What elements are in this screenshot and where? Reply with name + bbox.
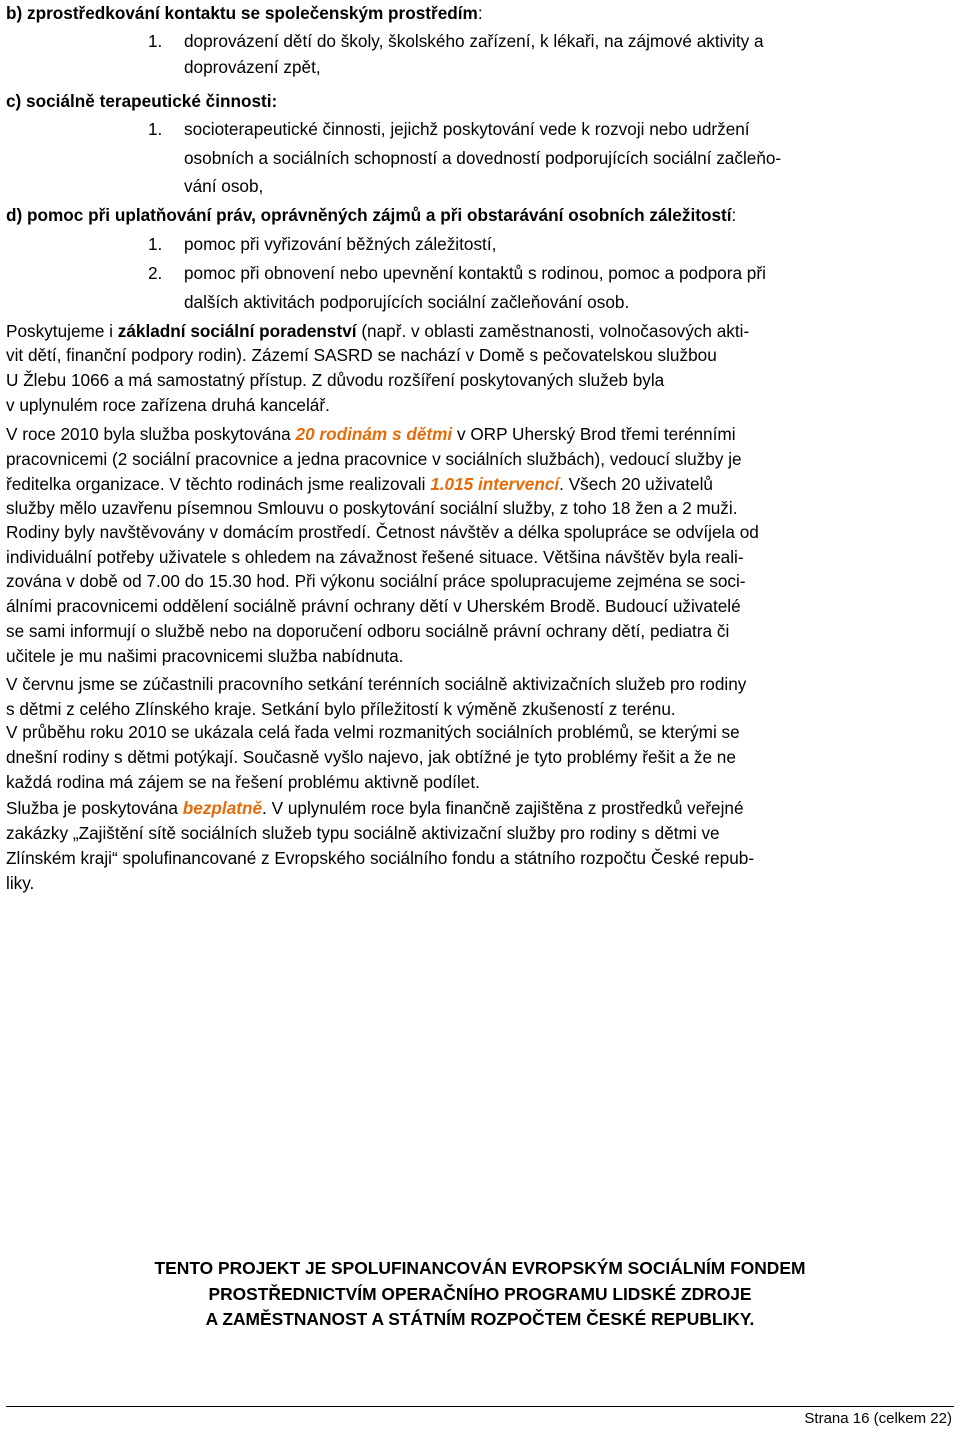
paragraph-services-line: v uplynulém roce zařízena druhá kancelář. xyxy=(6,395,330,415)
highlight-families: 20 rodinám s dětmi xyxy=(295,424,453,444)
section-d-heading: d) pomoc při uplatňování práv, oprávněných zájmů a při obstarávání osobních záležitostí: xyxy=(6,205,737,225)
list-item-b1-cont: doprovázení zpět, xyxy=(184,57,321,77)
paragraph-services-line: U Žlebu 1066 a má samostatný přístup. Z důvodu rozšíření poskytovaných služeb byla xyxy=(6,370,665,390)
list-item-c1: 1. socioterapeutické činnosti, jejichž poskytování vede k rozvoji nebo udržení xyxy=(148,119,750,139)
paragraph-meeting-line: V červnu jsme se zúčastnili pracovního setkání terénních sociálně aktivizačních služeb pro rodiny xyxy=(6,674,747,694)
paragraph-stats-line: álními pracovnicemi oddělení sociálně právní ochrany dětí v Uherském Brodě. Budoucí uživatelé xyxy=(6,596,741,616)
highlight-free: bezplatně xyxy=(182,798,263,818)
highlight-interventions: 1.015 intervencí xyxy=(430,474,560,494)
list-item-d2: 2. pomoc při obnovení nebo upevnění kontaktů s rodinou, pomoc a podpora při xyxy=(148,263,766,283)
paragraph-stats-line: Rodiny byly navštěvovány v domácím prostředí. Četnost návštěv a délka spolupráce se odvíjela od xyxy=(6,522,759,542)
footer-divider xyxy=(6,1406,954,1407)
list-item-b1: 1. doprovázení dětí do školy, školského zařízení, k lékaři, na zájmové aktivity a xyxy=(148,31,764,51)
paragraph-stats-line: služby mělo uzavřenu písemnou Smlouvu o poskytování sociální služby, z toho 18 žen a 2 muži. xyxy=(6,498,738,518)
paragraph-stats-line: V roce 2010 byla služba poskytována 20 rodinám s dětmi v ORP Uherský Brod třemi terénními xyxy=(6,424,736,444)
paragraph-services-line: Poskytujeme i základní sociální poradenství (např. v oblasti zaměstnanosti, volnočasových akti- xyxy=(6,321,750,341)
paragraph-problems-line: V průběhu roku 2010 se ukázala celá řada velmi rozmanitých sociálních problémů, se kterými se xyxy=(6,722,740,742)
funding-statement-line: A ZAMĚSTNANOST A STÁTNÍM ROZPOČTEM ČESKÉ REPUBLIKY. xyxy=(205,1309,755,1329)
paragraph-stats-line: ředitelka organizace. V těchto rodinách jsme realizovali 1.015 intervencí. Všech 20 uživatelů xyxy=(6,474,713,494)
paragraph-funding-line: zakázky „Zajištění sítě sociálních služeb typu sociálně aktivizační služby pro rodiny s dětmi ve xyxy=(6,823,720,843)
funding-statement-line: TENTO PROJEKT JE SPOLUFINANCOVÁN EVROPSKÝM SOCIÁLNÍM FONDEM xyxy=(154,1258,806,1278)
paragraph-services-line: vit dětí, finanční podpory rodin). Zázemí SASRD se nachází v Domě s pečovatelskou službou xyxy=(6,345,717,365)
page-number: Strana 16 (celkem 22) xyxy=(804,1410,952,1427)
paragraph-stats-line: pracovnicemi (2 sociální pracovnice a jedna pracovnice v sociálních službách), vedoucí služby je xyxy=(6,449,742,469)
section-c-heading: c) sociálně terapeutické činnosti: xyxy=(6,91,278,111)
paragraph-funding-line: Zlínském kraji“ spolufinancované z Evropského sociálního fondu a státního rozpočtu České repub- xyxy=(6,848,755,868)
list-item-c1-cont: osobních a sociálních schopností a dovedností podporujících sociální začleňo- xyxy=(184,148,782,168)
paragraph-problems-line: každá rodina má zájem se na řešení problému aktivně podílet. xyxy=(6,772,480,792)
paragraph-meeting-line: s dětmi z celého Zlínského kraje. Setkání bylo příležitostí k výměně zkušeností z terénu. xyxy=(6,699,676,719)
paragraph-stats-line: učitele je mu našimi pracovnicemi služba nabídnuta. xyxy=(6,646,404,666)
paragraph-stats-line: zována v době od 7.00 do 15.30 hod. Při výkonu sociální práce spolupracujeme zejména se soci- xyxy=(6,571,746,591)
paragraph-problems-line: dnešní rodiny s dětmi potýkají. Současně vyšlo najevo, jak obtížné je tyto problémy řešit a že ne xyxy=(6,747,736,767)
list-item-d2-cont: dalších aktivitách podporujících sociální začleňování osob. xyxy=(184,292,630,312)
paragraph-funding-line: Služba je poskytována bezplatně. V uplynulém roce byla finančně zajištěna z prostředků veřejné xyxy=(6,798,744,818)
list-item-d1: 1. pomoc při vyřizování běžných záležitostí, xyxy=(148,234,497,254)
list-item-c1-cont: vání osob, xyxy=(184,176,264,196)
funding-statement-line: PROSTŘEDNICTVÍM OPERAČNÍHO PROGRAMU LIDSKÉ ZDROJE xyxy=(208,1284,752,1304)
paragraph-stats-line: se sami informují o službě nebo na doporučení odboru sociálně právní ochrany dětí, pediatra či xyxy=(6,621,730,641)
section-b-heading: b) zprostředkování kontaktu se společenským prostředím: xyxy=(6,3,483,23)
paragraph-stats-line: individuální potřeby uživatele s ohledem na závažnost řešené situace. Většina návštěv byla reali- xyxy=(6,547,744,567)
paragraph-funding-line: liky. xyxy=(6,873,35,893)
